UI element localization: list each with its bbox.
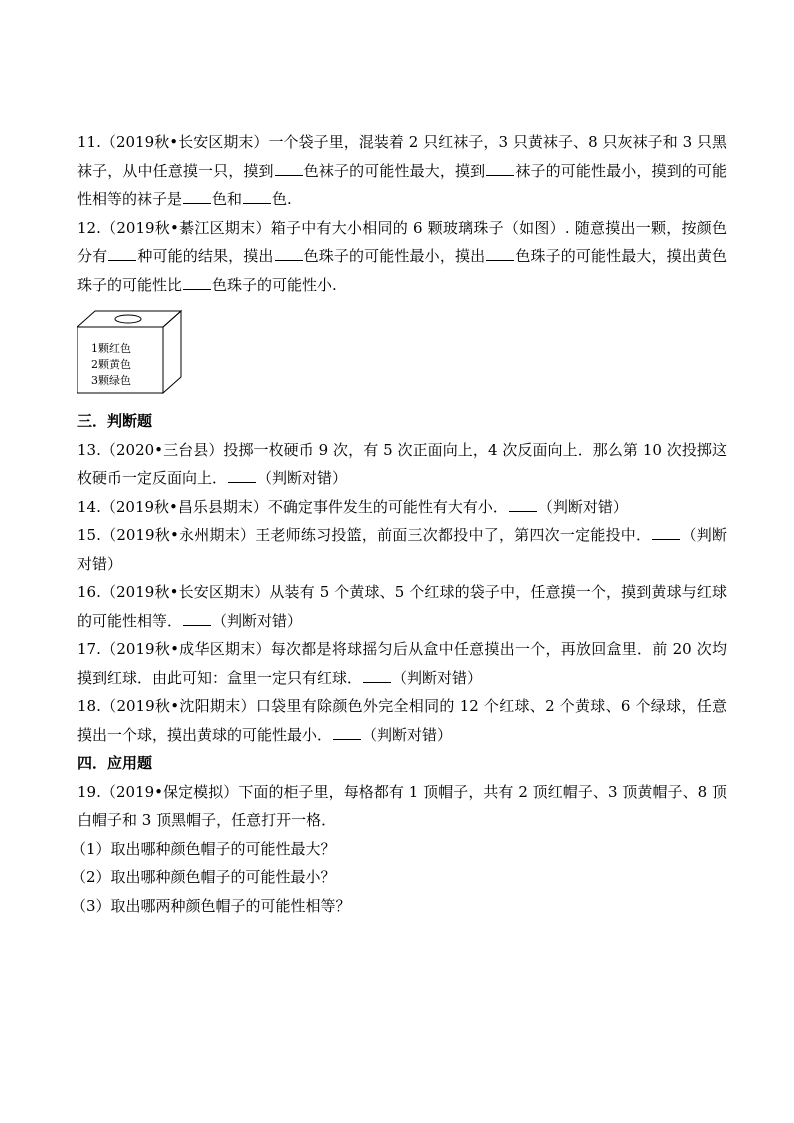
question-18 [77, 692, 727, 749]
box-label-line-1: 1颗红色 [91, 342, 131, 355]
box-opening [115, 315, 141, 323]
section-3-heading: 三．判断题 [77, 412, 153, 430]
question-16 [77, 578, 727, 635]
question-19-sub-1: （1）取出哪种颜色帽子的可能性最大？ [71, 839, 336, 858]
answer-blank[interactable] [652, 522, 680, 540]
question-11 [77, 128, 727, 214]
question-11-text: 11.（2019秋•长安区期末）一个袋子里，混装着 2 只红袜子，3 只黄袜子、8 只灰袜子和 3 只黑袜子，从中任意摸一只，摸到 [77, 133, 727, 180]
question-12-text: 12.（2019秋•綦江区期末）箱子中有大小相同的 6 颗玻璃珠子（如图）. 随意摸出一颗，按颜色分有 [77, 218, 727, 265]
question-11-text: 色袜子的可能性最大，摸到 [303, 161, 486, 180]
question-12-text: 色珠子的可能性最大，摸出黄色珠子的可能性比 [77, 247, 727, 294]
question-13-tail: （判断对错） [257, 469, 348, 487]
question-17 [77, 635, 727, 692]
section-4-heading: 四．应用题 [77, 754, 153, 772]
answer-blank[interactable] [333, 722, 361, 740]
question-12-text: 色珠子的可能性小. [212, 275, 337, 294]
answer-blank[interactable] [486, 243, 514, 261]
question-18-tail: （判断对错） [362, 725, 453, 744]
answer-blank[interactable] [486, 158, 514, 176]
question-11-text: 色和 [212, 190, 243, 208]
answer-blank[interactable] [183, 186, 211, 204]
question-12 [77, 214, 727, 300]
question-17-tail: （判断对错） [392, 668, 483, 687]
bead-box-diagram [77, 309, 187, 397]
answer-blank[interactable] [243, 186, 271, 204]
question-15 [77, 521, 727, 578]
question-15-tail: （判断对错） [77, 526, 727, 573]
question-13 [77, 436, 727, 493]
answer-blank[interactable] [275, 243, 303, 261]
answer-blank[interactable] [183, 608, 211, 626]
question-14 [77, 493, 727, 522]
question-17-text: 17.（2019秋•成华区期末）每次都是将球摇匀后从盒中任意摸出一个，再放回盒里．前 20 次均摸到红球．由此可知：盒里一定只有红球． [77, 640, 727, 687]
box-label-line-2: 2颗黄色 [91, 358, 131, 371]
question-12-text: 色珠子的可能性最小，摸出 [303, 247, 486, 265]
answer-blank[interactable] [108, 243, 136, 261]
question-13-text: 13.（2020•三台县）投掷一枚硬币 9 次，有 5 次正面向上，4 次反面向上．那么第 10 次投掷这枚硬币一定反面向上． [77, 440, 727, 487]
question-18-text: 18.（2019秋•沈阳期末）口袋里有除颜色外完全相同的 12 个红球、2 个黄球、6 个绿球，任意摸出一个球，摸出黄球的可能性最小． [77, 697, 727, 744]
question-15-text: 15.（2019秋•永州期末）王老师练习投篮，前面三次都投中了，第四次一定能投中． [77, 526, 652, 544]
answer-blank[interactable] [228, 465, 256, 483]
question-19-sub-3: （3）取出哪两种颜色帽子的可能性相等？ [71, 896, 351, 915]
box-figure [77, 299, 727, 407]
answer-blank[interactable] [275, 158, 303, 176]
answer-blank[interactable] [183, 272, 211, 290]
question-19: 19.（2019•保定模拟）下面的柜子里，每格都有 1 顶帽子，共有 2 顶红帽子、3 顶黄帽子、8 顶白帽子和 3 顶黑帽子，任意打开一格． [77, 782, 727, 829]
question-11-text: 袜子的可能性最小，摸到的可能性相等的袜子是 [77, 161, 727, 208]
question-14-tail: （判断对错） [537, 497, 628, 516]
question-12-text: 种可能的结果，摸出 [137, 247, 274, 265]
question-11-text: 色. [272, 190, 292, 208]
question-14-text: 14.（2019秋•昌乐县期末）不确定事件发生的可能性有大有小． [77, 497, 508, 516]
box-label-line-3: 3颗绿色 [91, 374, 131, 387]
answer-blank[interactable] [509, 494, 537, 512]
question-19-sub-2: （2）取出哪种颜色帽子的可能性最小？ [71, 868, 336, 886]
answer-blank[interactable] [363, 665, 391, 683]
question-16-tail: （判断对错） [212, 611, 303, 630]
question-16-text: 16.（2019秋•长安区期末）从装有 5 个黄球、5 个红球的袋子中，任意摸一个，摸到黄球与红球的可能性相等． [77, 583, 727, 630]
document-content [71, 128, 727, 920]
